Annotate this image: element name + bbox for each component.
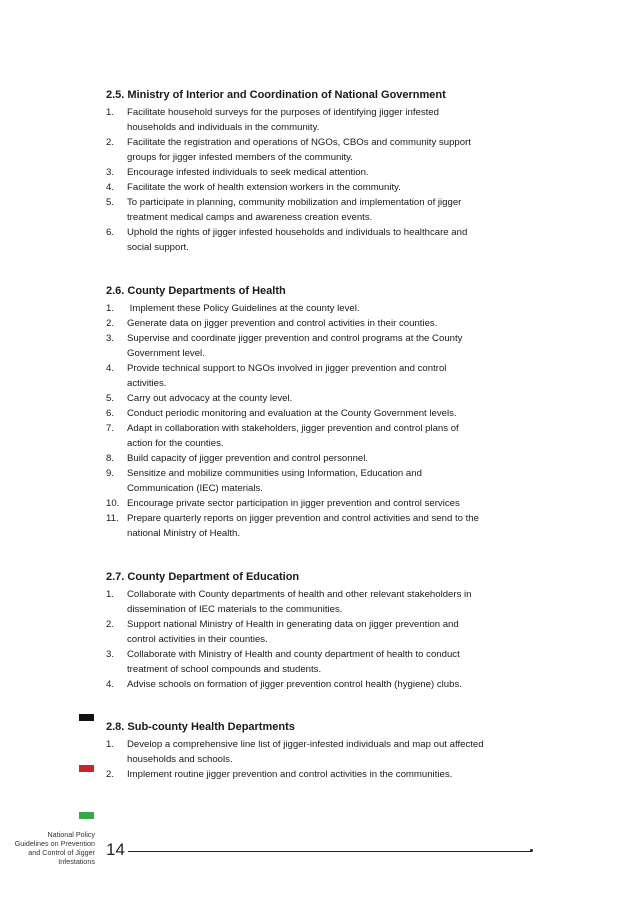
footer-rule bbox=[128, 851, 531, 852]
list-item-number: 10. bbox=[106, 498, 120, 509]
list-item-number: 3. bbox=[106, 649, 115, 660]
green-color-bar bbox=[79, 812, 94, 819]
list-item-text-line: Implement routine jigger prevention and control activities in the communities. bbox=[127, 769, 453, 780]
list-item bbox=[106, 180, 534, 195]
list-item bbox=[106, 647, 534, 677]
list-item-text-line: Develop a comprehensive line list of jigger-infested individuals and map out affected bbox=[127, 739, 484, 750]
list-item-text-line: Build capacity of jigger prevention and control personnel. bbox=[127, 453, 369, 464]
list-item-text-line: Communication (IEC) materials. bbox=[127, 483, 263, 494]
list-item-text-line: Prepare quarterly reports on jigger prevention and control activities and send to the bbox=[127, 513, 479, 524]
list-item-text-line: groups for jigger infested members of the community. bbox=[127, 152, 353, 163]
list-item-number: 11. bbox=[106, 513, 119, 524]
list-item-number: 4. bbox=[106, 182, 115, 193]
black-color-bar bbox=[79, 714, 94, 721]
list-item bbox=[106, 767, 534, 782]
list-item-text-line: action for the counties. bbox=[127, 438, 224, 449]
list-item-number: 4. bbox=[106, 363, 115, 374]
list-item-text-line: households and individuals in the community. bbox=[127, 122, 320, 133]
list-item-text-line: activities. bbox=[127, 378, 167, 389]
list-item-text-line: Generate data on jigger prevention and control activities in their counties. bbox=[127, 318, 438, 329]
footer-document-title bbox=[0, 830, 95, 866]
list-item-number: 6. bbox=[106, 408, 115, 419]
list-item bbox=[106, 165, 534, 180]
list-item bbox=[106, 135, 534, 165]
list-item-text-line: Conduct periodic monitoring and evaluation at the County Government levels. bbox=[127, 408, 457, 419]
list-item-text-line: Carry out advocacy at the county level. bbox=[127, 393, 293, 404]
list-item-number: 8. bbox=[106, 453, 115, 464]
list-item-number: 5. bbox=[106, 393, 115, 404]
list-item-text-line: treatment of school compounds and students. bbox=[127, 664, 322, 675]
page-number: 14 bbox=[106, 840, 125, 859]
section-county-education bbox=[106, 570, 534, 692]
list-item bbox=[106, 391, 534, 406]
list-item bbox=[106, 677, 534, 692]
list-item bbox=[106, 195, 534, 225]
list-item-number: 2. bbox=[106, 619, 115, 630]
list-item-text-line: dissemination of IEC materials to the communities. bbox=[127, 604, 343, 615]
list-item-number: 6. bbox=[106, 227, 115, 238]
list-item bbox=[106, 406, 534, 421]
list-item-text-line: social support. bbox=[127, 242, 189, 253]
list-item bbox=[106, 587, 534, 617]
list-item-text-line: Uphold the rights of jigger infested households and individuals to healthcare and bbox=[127, 227, 468, 238]
list-item bbox=[106, 737, 534, 767]
list-item-number: 4. bbox=[106, 679, 115, 690]
footer-title-line: National Policy bbox=[47, 830, 95, 839]
list-item-text-line: Facilitate the work of health extension workers in the community. bbox=[127, 182, 401, 193]
list-item-number: 1. bbox=[106, 739, 115, 750]
list-item-text-line: Support national Ministry of Health in generating data on jigger prevention and bbox=[127, 619, 459, 630]
list-item-text-line: Implement these Policy Guidelines at the county level. bbox=[127, 303, 360, 314]
list-item-text-line: Government level. bbox=[127, 348, 205, 359]
list-item-number: 2. bbox=[106, 137, 115, 148]
list-item-text-line: Collaborate with Ministry of Health and county department of health to conduct bbox=[127, 649, 460, 660]
list-item bbox=[106, 617, 534, 647]
list-item bbox=[106, 301, 534, 316]
list-item-text-line: Adapt in collaboration with stakeholders, jigger prevention and control plans of bbox=[127, 423, 459, 434]
list-item-text-line: control activities in their counties. bbox=[127, 634, 268, 645]
section-heading: 2.7. County Department of Education bbox=[106, 571, 300, 583]
list-item-number: 9. bbox=[106, 468, 115, 479]
red-color-bar bbox=[79, 765, 94, 772]
footer-title-line: Guidelines on Prevention bbox=[14, 839, 95, 848]
list-item-text-line: Facilitate the registration and operations of NGOs, CBOs and community support bbox=[127, 137, 471, 148]
list-item bbox=[106, 225, 534, 255]
list-item-number: 3. bbox=[106, 167, 115, 178]
section-heading: 2.5. Ministry of Interior and Coordination of National Government bbox=[106, 89, 446, 101]
list-item-number: 7. bbox=[106, 423, 115, 434]
section-heading: 2.6. County Departments of Health bbox=[106, 285, 286, 297]
section-county-health bbox=[106, 284, 534, 541]
list-item-text-line: Facilitate household surveys for the purposes of identifying jigger infested bbox=[127, 107, 439, 118]
list-item bbox=[106, 496, 534, 511]
list-item bbox=[106, 466, 534, 496]
list-item-text-line: treatment medical camps and awareness creation events. bbox=[127, 212, 373, 223]
footer-title-line: and Control of Jigger bbox=[28, 848, 95, 857]
list-item bbox=[106, 105, 534, 135]
list-item-text-line: To participate in planning, community mobilization and implementation of jigger bbox=[127, 197, 462, 208]
section-heading: 2.8. Sub-county Health Departments bbox=[106, 721, 295, 733]
list-item-number: 1. bbox=[106, 589, 115, 600]
numbered-list bbox=[106, 737, 534, 782]
list-item bbox=[106, 511, 534, 541]
list-item-number: 1. bbox=[106, 107, 115, 118]
list-item-number: 5. bbox=[106, 197, 115, 208]
list-item-text-line: Encourage private sector participation in jigger prevention and control services bbox=[127, 498, 460, 509]
section-subcounty-health bbox=[106, 720, 534, 782]
list-item-text-line: Collaborate with County departments of health and other relevant stakeholders in bbox=[127, 589, 472, 600]
numbered-list bbox=[106, 587, 534, 692]
list-item-text-line: Encourage infested individuals to seek medical attention. bbox=[127, 167, 369, 178]
section-ministry-interior bbox=[106, 88, 534, 255]
list-item-text-line: Provide technical support to NGOs involved in jigger prevention and control bbox=[127, 363, 447, 374]
list-item-number: 2. bbox=[106, 769, 115, 780]
list-item-text-line: Sensitize and mobilize communities using Information, Education and bbox=[127, 468, 422, 479]
list-item-number: 1. bbox=[106, 303, 115, 314]
list-item bbox=[106, 421, 534, 451]
footer-title-line: Infestations bbox=[58, 857, 95, 866]
list-item bbox=[106, 361, 534, 391]
list-item bbox=[106, 331, 534, 361]
footer-rule-end-dot bbox=[530, 849, 533, 852]
list-item bbox=[106, 451, 534, 466]
list-item-text-line: households and schools. bbox=[127, 754, 233, 765]
numbered-list bbox=[106, 301, 534, 541]
list-item bbox=[106, 316, 534, 331]
numbered-list bbox=[106, 105, 534, 255]
list-item-number: 2. bbox=[106, 318, 115, 329]
list-item-text-line: national Ministry of Health. bbox=[127, 528, 241, 539]
list-item-number: 3. bbox=[106, 333, 115, 344]
list-item-text-line: Supervise and coordinate jigger prevention and control programs at the County bbox=[127, 333, 463, 344]
list-item-text-line: Advise schools on formation of jigger prevention control health (hygiene) clubs. bbox=[127, 679, 462, 690]
